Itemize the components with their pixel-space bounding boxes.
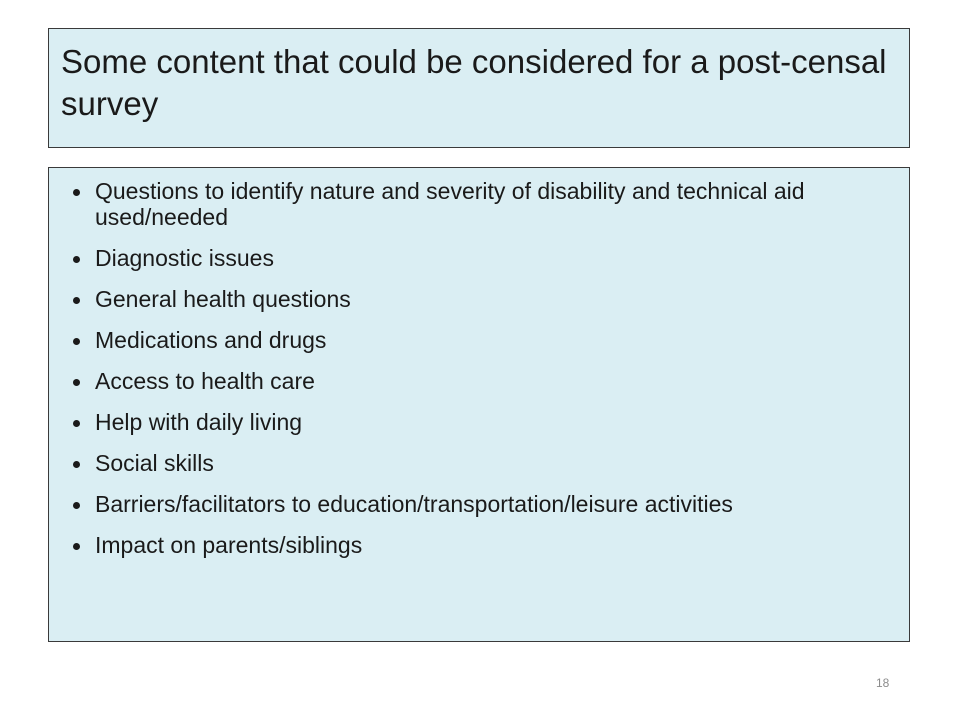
bullet-text: Diagnostic issues (95, 245, 274, 271)
bullet-icon (73, 189, 80, 196)
bullet-text: Social skills (95, 450, 214, 476)
bullet-icon (73, 420, 80, 427)
bullet-icon (73, 502, 80, 509)
bullet-text: Access to health care (95, 368, 315, 394)
bullet-icon (73, 338, 80, 345)
bullet-item (61, 178, 889, 230)
bullet-item (61, 245, 889, 271)
bullet-icon (73, 379, 80, 386)
bullet-text: Help with daily living (95, 409, 303, 435)
slide-title: Some content that could be considered for a post-censal survey (61, 43, 887, 122)
page-number: 18 (876, 676, 890, 690)
bullet-text: Barriers/facilitators to education/transportation/leisure activities (95, 491, 733, 517)
title-box (48, 28, 910, 148)
bullet-text: Impact on parents/siblings (95, 532, 363, 558)
bullet-text: General health questions (95, 286, 351, 312)
bullet-item (61, 368, 889, 394)
bullet-text: Medications and drugs (95, 327, 327, 353)
content-box (48, 167, 910, 642)
bullet-icon (73, 256, 80, 263)
bullet-list (61, 178, 889, 558)
bullet-icon (73, 297, 80, 304)
bullet-item (61, 327, 889, 353)
bullet-item (61, 450, 889, 476)
bullet-text: Questions to identify nature and severity of disability and technical aid used/needed (95, 178, 805, 230)
bullet-item (61, 286, 889, 312)
bullet-item (61, 532, 889, 558)
bullet-icon (73, 543, 80, 550)
bullet-icon (73, 461, 80, 468)
bullet-item (61, 491, 889, 517)
bullet-item (61, 409, 889, 435)
